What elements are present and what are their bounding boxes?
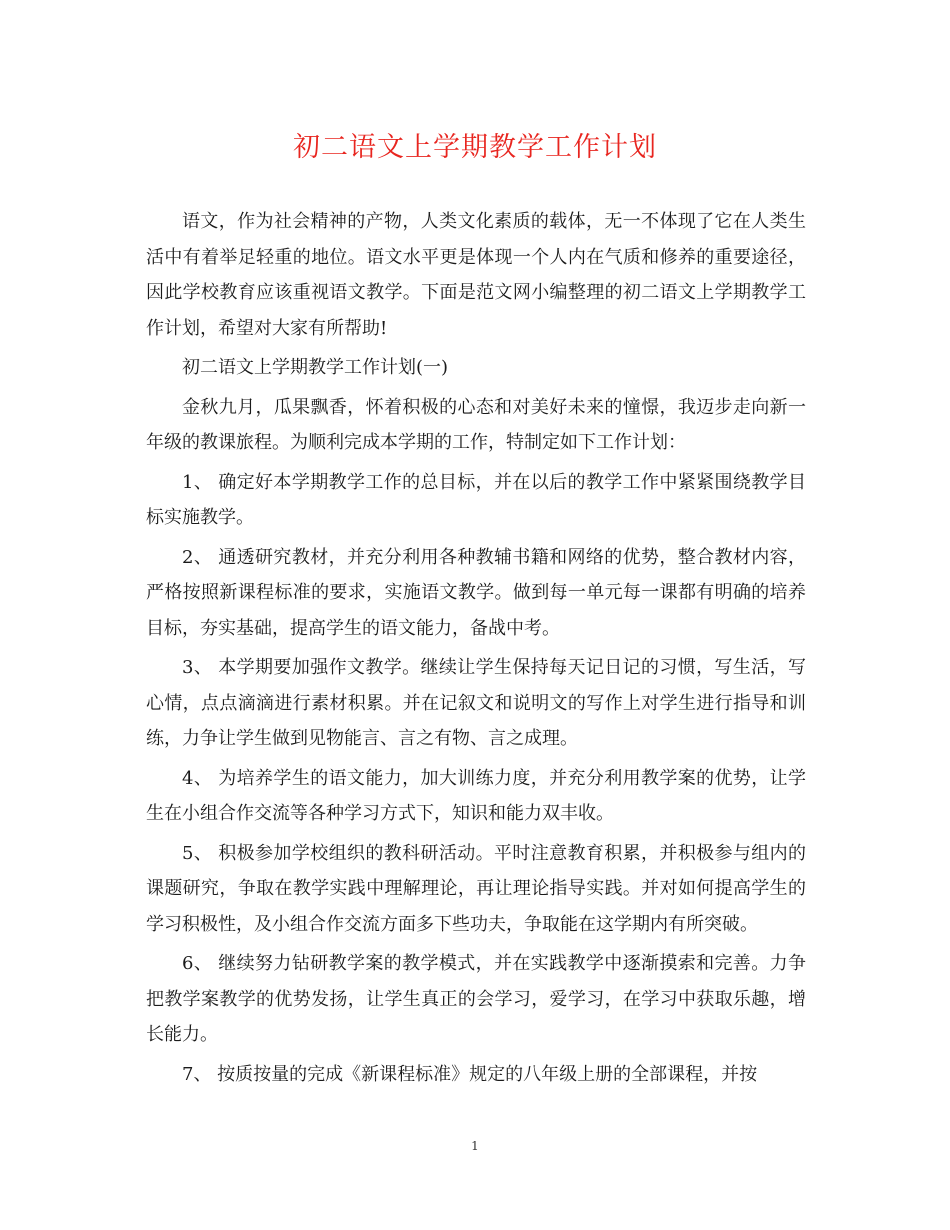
document-title: 初二语文上学期教学工作计划	[293, 132, 657, 163]
plan-item-6: 6、 继续努力钻研教学案的教学模式，并在实践教学中逐渐摸索和完善。力争把教学案教学的优势发扬，让学生真正的会学习，爱学习，在学习中获取乐趣，增长能力。	[146, 953, 806, 1045]
intro-paragraph: 语文，作为社会精神的产物，人类文化素质的载体，无一不体现了它在人类生活中有着举足轻重的地位。语文水平更是体现一个人内在气质和修养的重要途径，因此学校教育应该重视语文教学。下面是范文网小编整理的初二语文上学期教学工作计划，希望对大家有所帮助!	[146, 211, 806, 339]
plan-item-3: 3、 本学期要加强作文教学。继续让学生保持每天记日记的习惯，写生活，写心情，点点滴滴进行素材积累。并在记叙文和说明文的写作上对学生进行指导和训练，力争让学生做到见物能言、言之有物、言之成理。	[146, 657, 806, 749]
plan-item-1: 1、 确定好本学期教学工作的总目标，并在以后的教学工作中紧紧围绕教学目标实施教学。	[146, 471, 806, 528]
document-body	[146, 204, 806, 1096]
plan-item-4: 4、 为培养学生的语文能力，加大训练力度，并充分利用教学案的优势，让学生在小组合作交流等各种学习方式下，知识和能力双丰收。	[146, 767, 806, 824]
page-number: 1	[471, 1139, 479, 1153]
plan-item-2: 2、 通透研究教材，并充分利用各种教辅书籍和网络的优势，整合教材内容，严格按照新课程标准的要求，实施语文教学。做到每一单元每一课都有明确的培养目标，夯实基础，提高学生的语文能力，备战中考。	[146, 546, 806, 639]
plan-item-5: 5、 积极参加学校组织的教科研活动。平时注意教育积累，并积极参与组内的课题研究，争取在教学实践中理解理论，再让理论指导实践。并对如何提高学生的学习积极性，及小组合作交流方面多下些功夫，争取能在这学期内有所突破。	[146, 842, 806, 935]
opening-paragraph: 金秋九月，瓜果飘香，怀着积极的心态和对美好未来的憧憬，我迈步走向新一年级的教课旅程。为顺利完成本学期的工作，特制定如下工作计划：	[146, 396, 806, 453]
section-heading: 初二语文上学期教学工作计划(一)	[182, 357, 449, 378]
plan-item-7: 7、 按质按量的完成《新课程标准》规定的八年级上册的全部课程，并按	[182, 1063, 758, 1085]
